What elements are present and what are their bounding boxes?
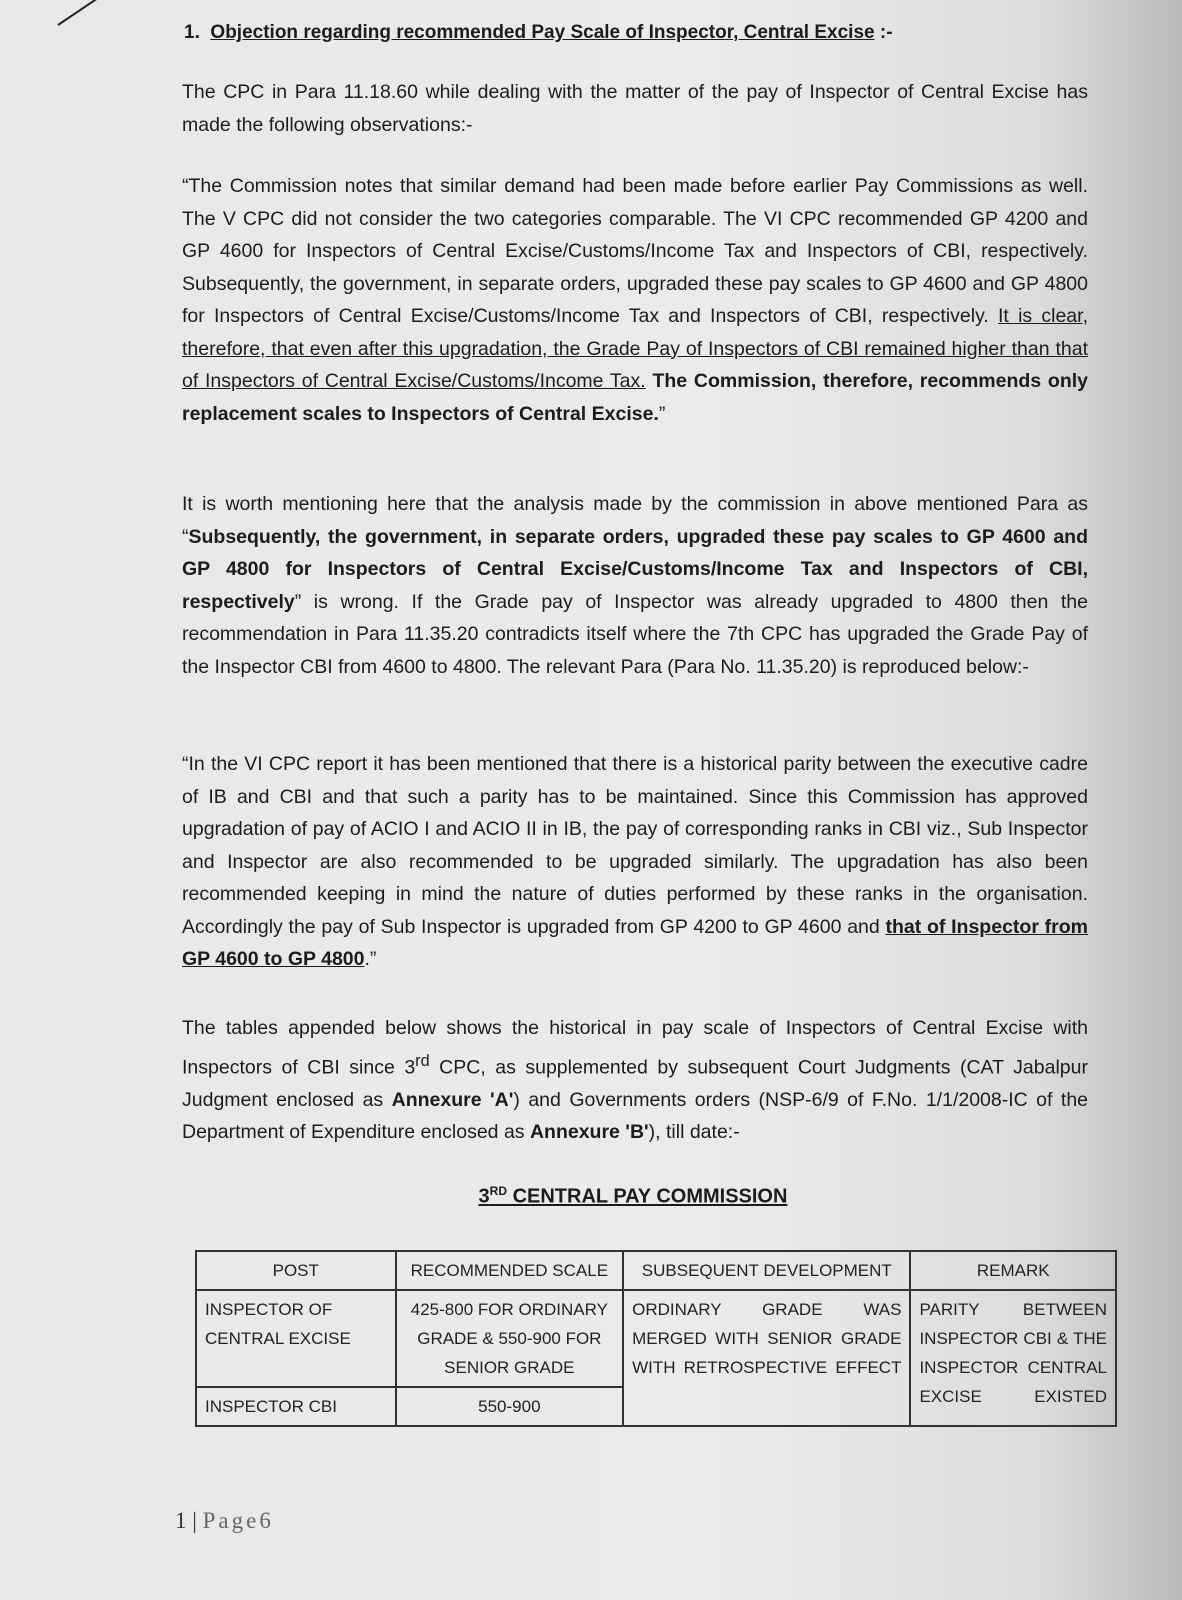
heading-text: Objection regarding recommended Pay Scale of Inspector, Central Excise <box>210 22 875 43</box>
annexure-b-label: Annexure 'B' <box>529 1121 649 1143</box>
heading-suffix: :- <box>879 22 893 43</box>
analysis-paragraph <box>182 488 1088 683</box>
header-recommended-scale: RECOMMENDED SCALE <box>396 1251 624 1290</box>
header-subsequent-development: SUBSEQUENT DEVELOPMENT <box>623 1251 910 1290</box>
footer-page-number: 1 <box>175 1508 187 1533</box>
reproduced-para-paragraph <box>182 748 1088 976</box>
cell-post-central-excise: INSPECTOR OF CENTRAL EXCISE <box>196 1290 396 1387</box>
section-title-text: CENTRAL PAY COMMISSION <box>507 1185 788 1208</box>
tables-intro-paragraph <box>182 1012 1088 1149</box>
analysis-bold-quote: Subsequently, the government, in separate orders, upgraded these pay scales to GP 4600 and GP 4800 for Inspectors of Central Excise/Customs/Income Tax and Inspectors of CBI, respectively <box>182 525 1088 613</box>
cell-scale-central-excise: 425-800 FOR ORDINARY GRADE & 550-900 FOR SENIOR GRADE <box>396 1290 624 1387</box>
quote-bold-text: The Commission, therefore, recommends only replacement scales to Inspectors of Central Excise. <box>182 370 1089 425</box>
footer-page-label: Page6 <box>202 1508 274 1533</box>
analysis-text-end: ” is wrong. If the Grade pay of Inspector was already upgraded to 4800 then the recommendation in Para 11.35.20 contradicts itself where the 7th CPC has upgraded the Grade Pay of the Inspector CBI from 4600 to 4800. The relevant Para (Para No. 11.35.20) is reproduced below:- <box>182 590 1088 678</box>
reproduced-bold-underlined: that of Inspector from GP 4600 to GP 4800 <box>182 915 1088 970</box>
tables-intro-text-3: ) and Governments orders (NSP-6/9 of F.No. 1/1/2008-IC of the Department of Expenditure enclosed as <box>182 1088 1089 1143</box>
quote-end: ” <box>658 402 666 425</box>
ordinal-superscript: rd <box>415 1051 430 1070</box>
annexure-a-label: Annexure 'A' <box>391 1088 514 1111</box>
pay-scale-table <box>195 1250 1117 1427</box>
section-heading <box>184 22 893 44</box>
heading-number: 1. <box>184 22 200 43</box>
intro-paragraph: The CPC in Para 11.18.60 while dealing with the matter of the pay of Inspector of Central Excise has made the following observations:- <box>182 81 1088 136</box>
cell-post-cbi: INSPECTOR CBI <box>196 1387 396 1426</box>
quoted-observation-paragraph <box>182 170 1088 430</box>
reproduced-end: .” <box>364 948 377 970</box>
header-post: POST <box>196 1251 396 1290</box>
commission-section-title <box>0 1184 1182 1209</box>
footer-separator: | <box>186 1508 203 1533</box>
tables-intro-text-1: The tables appended below shows the historical in pay scale of Inspectors of Central Excise with Inspectors of CBI since 3 <box>182 1017 1088 1078</box>
table-row <box>196 1290 1116 1387</box>
analysis-text-start: It is worth mentioning here that the analysis made by the commission in above mentioned Para as “ <box>182 493 1088 548</box>
cell-scale-cbi: 550-900 <box>396 1387 624 1426</box>
section-title-number: 3 <box>478 1185 490 1208</box>
table-header-row <box>196 1251 1116 1290</box>
pen-tick-mark <box>57 0 100 26</box>
quote-text: “The Commission notes that similar demand had been made before earlier Pay Commissions as well. The V CPC did not consider the two categories comparable. The VI CPC recommended GP 4200 and GP 4600 for Inspectors of Central Excise/Customs/Income Tax and Inspectors of CBI, respectively. Subsequently, the government, in separate orders, upgraded these pay scales to GP 4600 and GP 4800 for Inspectors of Central Excise/Customs/Income Tax and Inspectors of CBI, respectively. <box>182 175 1088 327</box>
reproduced-text: “In the VI CPC report it has been mentioned that there is a historical parity between the executive cadre of IB and CBI and that such a parity has to be maintained. Since this Commission has approved upgradation of pay of ACIO I and ACIO II in IB, the pay of corresponding ranks in CBI viz., Sub Inspector and Inspector are also recommended to be upgraded similarly. The upgradation has also been recommended keeping in mind the nature of duties performed by these ranks in the organisation. Accordingly the pay of Sub Inspector is upgraded from GP 4200 to GP 4600 and <box>182 753 1088 938</box>
cell-remark: PARITY BETWEEN INSPECTOR CBI & THE INSPECTOR CENTRAL EXCISE EXISTED <box>910 1290 1116 1426</box>
header-remark: REMARK <box>910 1251 1116 1290</box>
tables-intro-text-2: CPC, as supplemented by subsequent Court Judgments (CAT Jabalpur Judgment enclosed as <box>182 1056 1088 1111</box>
section-title-superscript: RD <box>489 1184 508 1198</box>
cell-subsequent-development: ORDINARY GRADE WAS MERGED WITH SENIOR GRADE WITH RETROSPECTIVE EFFECT <box>623 1290 910 1426</box>
page-footer <box>175 1508 274 1534</box>
quote-underlined-text: It is clear, therefore, that even after this upgradation, the Grade Pay of Inspectors of CBI remained higher than that of Inspectors of Central Excise/Customs/Income Tax. <box>182 305 1088 392</box>
tables-intro-text-4: ), till date:- <box>648 1121 740 1143</box>
